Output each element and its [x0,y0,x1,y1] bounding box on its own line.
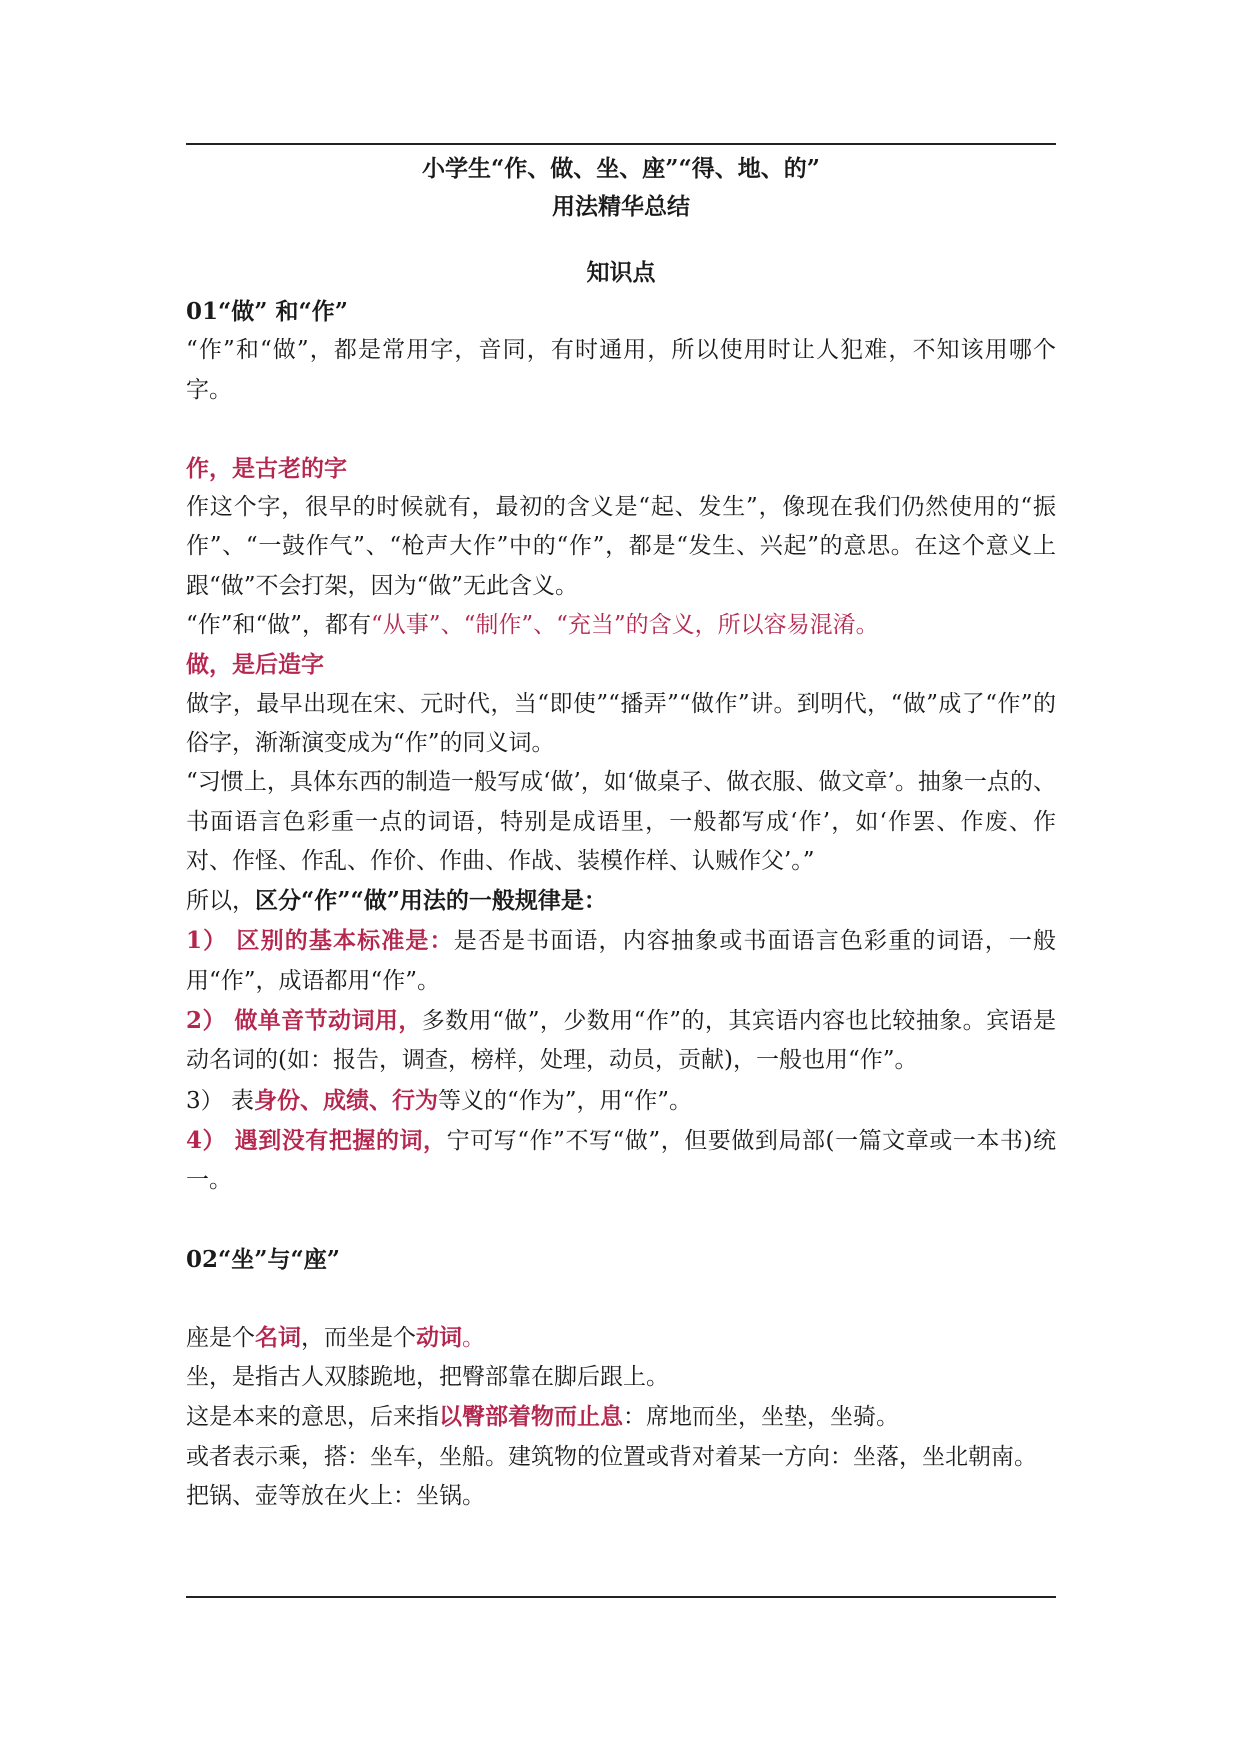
rule-2-text: 多数用“做”，少数用“作”的，其宾语内容也比较抽象。宾语是动名词的(如：报告，调查，榜样，处理，动员，贡献)，一般也用“作”。 [186,1008,1056,1074]
s2-line3 [186,1397,1056,1437]
doc-title-line1: 小学生“作、做、坐、座”“得、地、的” [422,155,820,182]
s2-line1-a: 座是个 [186,1324,255,1351]
zuo2-heading: 做，是后造字 [186,651,324,679]
zuo-body: 作这个字，很早的时候就有，最初的含义是“起、发生”，像现在我们仍然使用的“振作”、“一鼓作气”、“枪声大作”中的“作”，都是“发生、兴起”的意思。在这个意义上跟“做”不会打架，因为“做”无此含义。 [186,494,1056,599]
document-page [186,150,1056,1516]
section2-heading: 02“坐”与“座” [186,1245,340,1273]
spacer [186,1201,1056,1240]
s2-line4: 或者表示乘，搭：坐车，坐船。建筑物的位置或背对着某一方向：坐落，坐北朝南。 [186,1443,1037,1470]
top-rule [186,143,1056,145]
section1-intro: “作”和“做”，都是常用字，音同，有时通用，所以使用时让人犯难，不知该用哪个字。 [186,337,1056,403]
rule-3-a: 3） 表 [186,1087,254,1114]
rule-3-b: 身份、成绩、行为 [253,1086,438,1114]
s2-line1-c: ，而坐是个 [301,1324,416,1351]
s2-line3-b: 以臀部着物而止息 [439,1403,623,1431]
both-meaning [186,606,1056,645]
rule-intro-b: 区分“作”“做”用法的一般规律是： [255,887,607,915]
noun-term: 名词 [255,1323,301,1351]
rule-4-text: 宁可写“作”不写“做”，但要做到局部(一篇文章或一本书)统一。 [186,1127,1057,1194]
rule-intro [186,881,1056,921]
zuo2-body: 做字，最早出现在宋、元时代，当“即使”“播弄”“做作”讲。到明代，“做”成了“作”的俗字，渐渐演变成为“作”的同义词。 [186,690,1056,756]
spacer [186,1279,1056,1318]
zuo-heading: 作，是古老的字 [186,454,347,482]
rule-2-label: 2） 做单音节动词用， [186,1007,422,1035]
s2-line5: 把锅、壶等放在火上：坐锅。 [186,1483,485,1510]
verb-term: 动词 [416,1323,462,1351]
s2-line1 [186,1318,1056,1358]
rule-1-label: 1） 区别的基本标准是： [186,927,454,955]
both-meaning-b: “从事”、“制作”、“充当”的含义，所以容易混淆。 [371,612,879,639]
rule-1 [186,921,1056,1001]
section-label: 知识点 [586,259,656,286]
spacer [186,410,1056,449]
rule-4-label: 4） 遇到没有把握的词， [186,1126,447,1154]
s2-line1-e: 。 [462,1324,485,1351]
rule-2 [186,1001,1056,1081]
doc-title-line2: 用法精华总结 [552,193,690,220]
bottom-rule [186,1596,1056,1598]
section1-heading: 01“做” 和“作” [186,298,348,325]
rule-intro-a: 所以， [186,888,255,915]
rule-3 [186,1081,1056,1121]
rule-1-text: 是否是书面语，内容抽象或书面语言色彩重的词语，一般用“作”，成语都用“作”。 [186,928,1057,994]
rule-4 [186,1121,1056,1201]
s2-line3-c: ：席地而坐，坐垫，坐骑。 [623,1404,899,1431]
usage-quote: “习惯上，具体东西的制造一般写成‘做’，如‘做桌子、做衣服、做文章’。抽象一点的、书面语言色彩重一点的词语，特别是成语里，一般都写成‘作’，如‘作罢、作废、作对、作怪、作乱、作价、作曲、作战、装模作样、认贼作父’。” [186,769,1056,874]
rule-3-c: 等义的“作为”，用“作”。 [437,1087,692,1114]
both-meaning-a: “作”和“做”，都有 [186,612,372,639]
s2-line2: 坐，是指古人双膝跪地，把臀部靠在脚后跟上。 [186,1364,669,1391]
s2-line3-a: 这是本来的意思，后来指 [186,1404,439,1431]
